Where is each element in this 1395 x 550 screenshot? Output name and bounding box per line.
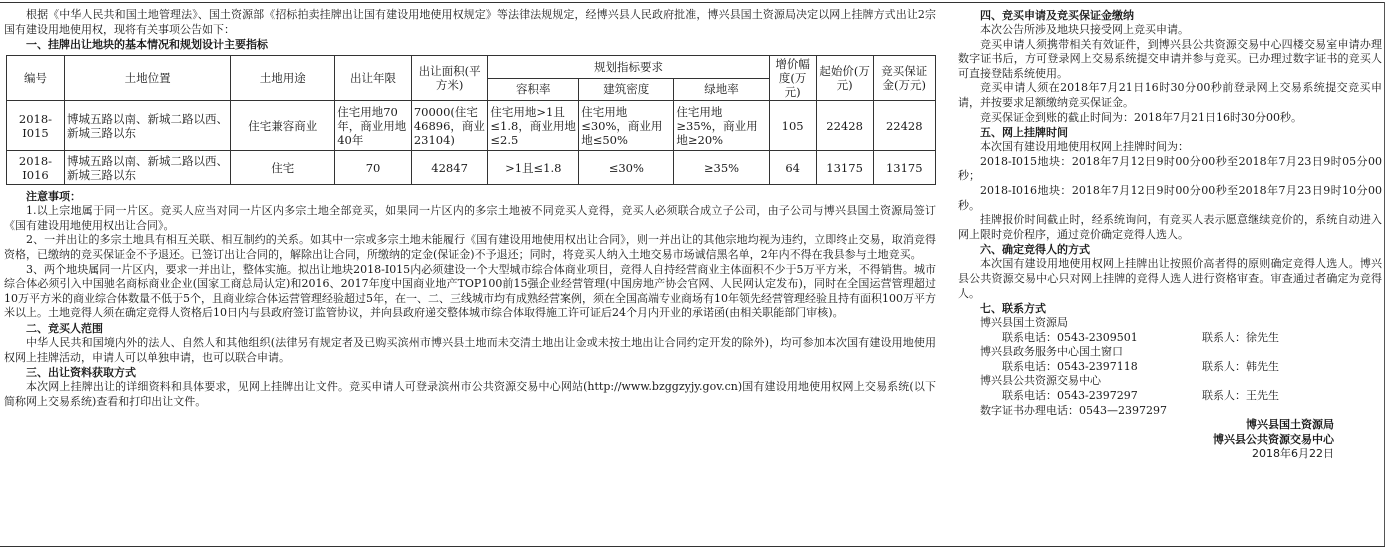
cell-use: 住宅 (231, 151, 335, 185)
contact-tel-1: 联系电话：0543-2309501 (1002, 330, 1138, 344)
header-location: 土地位置 (64, 56, 230, 101)
contact-org-2: 博兴县政务服务中心国土窗口 (980, 345, 1123, 359)
section3-title: 三、出让资料获取方式 (26, 366, 136, 380)
header-id: 编号 (7, 56, 65, 101)
cell-start-price: 22428 (816, 101, 873, 151)
cell-green: 住宅用地≥35%，商业用地≥20% (674, 101, 769, 151)
s5-p1: 本次国有建设用地使用权网上挂牌时间为： (980, 140, 1189, 154)
top-border (0, 2, 1385, 3)
s5-p3: 2018-I016地块：2018年7月12日9时00分00秒至2018年7月23日9时10分00秒。 (958, 183, 1382, 212)
header-years: 出让年限 (335, 56, 412, 101)
cell-deposit: 13175 (873, 151, 935, 185)
cell-increment: 105 (769, 101, 816, 151)
section7-title: 七、联系方式 (980, 302, 1046, 316)
contact-org-3: 博兴县公共资源交易中心 (980, 374, 1101, 388)
cell-area: 42847 (411, 151, 488, 185)
cell-increment: 64 (769, 151, 816, 185)
header-deposit: 竞买保证金(万元) (873, 56, 935, 101)
cell-area: 70000(住宅46896，商业23104) (411, 101, 488, 151)
header-use: 土地用途 (231, 56, 335, 101)
s4-p3: 竞买申请人须在2018年7月21日16时30分00秒前登录网上交易系统提交竞买申请，并按要求足额缴纳竞买保证金。 (958, 81, 1382, 109)
section5-title: 五、网上挂牌时间 (980, 126, 1068, 140)
cell-location: 博城五路以南、新城二路以西、新城三路以东 (64, 101, 230, 151)
cell-density: ≤30% (579, 151, 674, 185)
cell-years: 70 (335, 151, 412, 185)
cell-deposit: 22428 (873, 101, 935, 151)
s4-p1: 本次公告所涉及地块只接受网上竞买申请。 (980, 23, 1189, 36)
section2-title: 二、竞买人范围 (26, 321, 103, 335)
section2-text: 中华人民共和国境内外的法人、自然人和其他组织(法律另有规定者及已购买滨州市博兴县土地而未交清土地出让金或未按土地出让合同约定开发的除外)，均可参加本次国有建设用地使用权网上挂牌活动，申请人可以单独申请，也可以联合申请。 (4, 335, 936, 364)
signature-block (958, 418, 1382, 462)
cell-location: 博城五路以南、新城二路以西、新城三路以东 (64, 151, 230, 185)
s4-p2: 竞买申请人须携带相关有效证件，到博兴县公共资源交易中心四楼交易室申请办理数字证书后，方可登录网上交易系统提交申请并参与竞买。已办理过数字证书的竞买人可直接登陆系统使用。 (958, 37, 1382, 80)
contact-person-1: 联系人：徐先生 (1202, 330, 1279, 344)
contact-tel-2: 联系电话：0543-2397118 (1002, 359, 1138, 373)
s5-p2: 2018-I015地块：2018年7月12日9时00分00秒至2018年7月23日9时05分00秒； (958, 154, 1382, 183)
note-3: 3、两个地块属同一片区内，要求一并出让，整体实施。拟出让地块2018-I015内必须建设一个大型城市综合体商业项目，竞得人自持经营商业主体面积不少于5万平方米，不得销售。城市综合体必须引入中国驰名商标商业企业(国家工商总局认定)和2016、2017年度中国商业地产TOP100前15强企业经营管理(中国房地产协会官网、人民网认定发布)，同时在全国运营管理超过10万平方米的商业综合体数量不低于5个，且商业综合体运营管理经验超过5年，在一、二、三线城市均有成熟经营案例，须在全国高端专业商场有10年领先经营管理经验且持有面积100万平方米以上。土地竞得人须在确定竞得人资格后10日内与县政府签订监管协议，并向县政府递交整体城市综合体取得施工许可证后24个月内开业的承诺函(由相关职能部门审核)。 (4, 262, 936, 320)
signer-1: 博兴县国土资源局 (1246, 418, 1334, 432)
intro-paragraph: 根据《中华人民共和国土地管理法》、国土资源部《招标拍卖挂牌出让国有建设用地使用权规定》等法律法规规定，经博兴县人民政府批准，博兴县国土资源局决定以网上挂牌方式出让2宗国有建设用地使用权，现将有关事项公告如下： (4, 8, 936, 36)
contact-block (958, 316, 1382, 418)
table-row (7, 101, 936, 151)
issue-date: 2018年6月22日 (1252, 447, 1334, 461)
cell-years: 住宅用地70年，商业用地40年 (335, 101, 412, 151)
header-plan: 规划指标要求 (488, 56, 769, 79)
contact-person-3: 联系人：王先生 (1202, 389, 1279, 403)
note-2: 2、一并出让的多宗土地具有相互关联、相互制约的关系。如其中一宗或多宗土地未能履行《国有建设用地使用权出让合同》，则一并出让的其他宗地均视为违约，立即终止交易，取消竞得资格，已缴纳的竞买保证金不予退还。已签订出让合同的，解除出让合同，所缴纳的定金(保证金)不予退还；同时，将竞买人纳入土地交易市场诚信黑名单，2年内不得在我县参与土地竞买。 (4, 233, 936, 261)
header-far: 容积率 (488, 78, 579, 101)
header-green: 绿地率 (674, 78, 769, 101)
contact-person-2: 联系人：韩先生 (1202, 359, 1279, 373)
cell-density: 住宅用地≤30%，商业用地≤50% (579, 101, 674, 151)
cell-id: 2018-I016 (7, 151, 65, 185)
right-border (1384, 2, 1385, 547)
note-1: 1.以上宗地属于同一片区。竞买人应当对同一片区内多宗土地全部竞买，如果同一片区内的多宗土地被不同竞买人竞得，竞买人必须联合成立子公司，由子公司与博兴县国土资源局签订《国有建设用地使用权出让合同》。 (4, 204, 936, 232)
left-column (4, 8, 936, 409)
table-row (7, 151, 936, 185)
section4-title: 四、竞买申请及竞买保证金缴纳 (980, 9, 1134, 22)
notes-title: 注意事项： (26, 190, 81, 204)
section1-title: 一、挂牌出让地块的基本情况和规划设计主要指标 (26, 38, 268, 52)
cell-far: 住宅用地>1且≤1.8，商业用地≤2.5 (488, 101, 579, 151)
s6-text: 本次国有建设用地使用权网上挂牌出让按照价高者得的原则确定竞得人选人。博兴县公共资源交易中心只对网上挂牌的竞得人选人进行资格审查。审查通过者确定为竞得人。 (958, 257, 1382, 300)
cell-green: ≥35% (674, 151, 769, 185)
cert-phone: 数字证书办理电话：0543—2397297 (980, 403, 1167, 417)
header-density: 建筑密度 (579, 78, 674, 101)
bottom-border (0, 546, 1385, 547)
header-area: 出让面积(平方米) (411, 56, 488, 101)
contact-tel-3: 联系电话：0543-2397297 (1002, 389, 1138, 403)
s4-p4: 竞买保证金到账的截止时间为：2018年7月21日16时30分00秒。 (980, 110, 1302, 124)
signer-2: 博兴县公共资源交易中心 (1213, 432, 1334, 446)
section6-title: 六、确定竞得人的方式 (980, 243, 1090, 257)
cell-far: >1且≤1.8 (488, 151, 579, 185)
section3-text: 本次网上挂牌出让的详细资料和具体要求，见网上挂牌出让文件。竞买申请人可登录滨州市公共资源交易中心网站(http://www.bzggzyjy.gov.cn)国有建设用地使用权网上交易系统(以下简称网上交易系统)查看和打印出让文件。 (4, 380, 936, 408)
cell-id: 2018-I015 (7, 101, 65, 151)
cell-start-price: 13175 (816, 151, 873, 185)
land-parcel-table (6, 55, 936, 185)
s5-p4: 挂牌报价时间截止时，经系统询问，有竞买人表示愿意继续竞价的，系统自动进入网上限时竞价程序，通过竞价确定竞得人选人。 (958, 213, 1382, 241)
header-increment: 增价幅度(万元) (769, 56, 816, 101)
right-column (958, 8, 1382, 462)
cell-use: 住宅兼容商业 (231, 101, 335, 151)
contact-org-1: 博兴县国土资源局 (980, 316, 1068, 330)
header-start-price: 起始价(万元) (816, 56, 873, 101)
